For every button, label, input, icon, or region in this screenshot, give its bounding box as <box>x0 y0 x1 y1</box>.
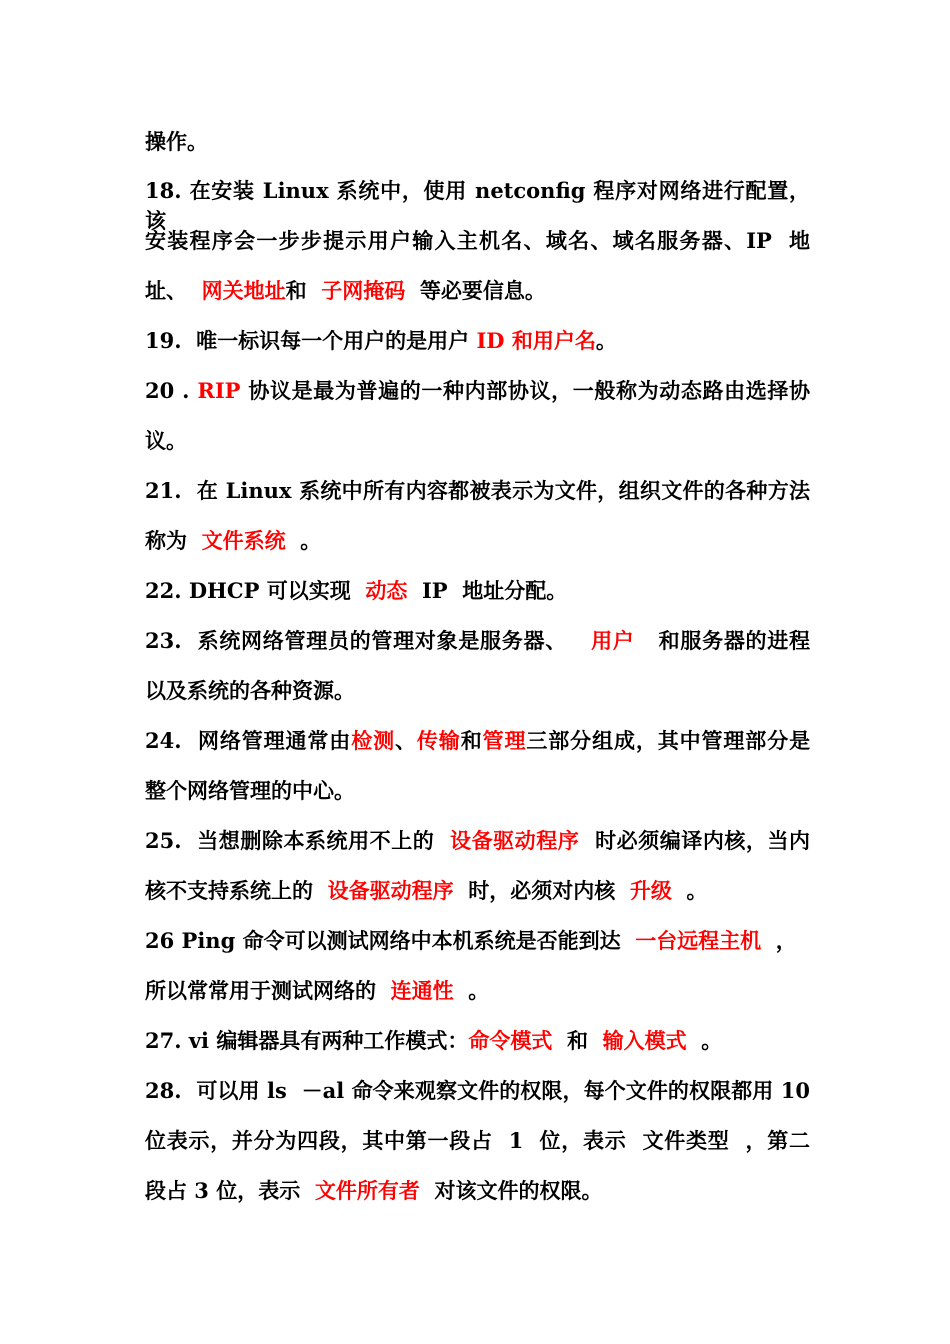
question-text: 23. 系统网络管理员的管理对象是服务器、 <box>145 628 592 653</box>
question-text: 和 <box>285 278 322 303</box>
text-line <box>145 526 810 556</box>
question-text: 19. 唯一标识每一个用户的是用户 <box>145 328 477 353</box>
answer-text: 动态 <box>365 578 408 603</box>
question-text: 所以常常用于测试网络的 <box>145 978 391 1003</box>
question-text: 址、 <box>145 278 202 303</box>
question-text: 和 <box>552 1028 603 1053</box>
text-line <box>145 226 810 256</box>
question-text: 24. 网络管理通常由 <box>145 728 352 753</box>
text-line <box>145 776 810 806</box>
answer-text: 输入模式 <box>602 1028 687 1053</box>
answer-text: 一台远程主机 <box>635 928 762 953</box>
answer-text: 管理 <box>482 728 527 753</box>
answer-text: 用户 <box>591 628 635 653</box>
answer-text: 连通性 <box>390 978 454 1003</box>
question-text: 。 <box>686 1028 723 1053</box>
question-text: 22. DHCP 可以实现 <box>145 578 366 603</box>
question-text: 。 <box>285 528 322 553</box>
question-text: 称为 <box>145 528 202 553</box>
text-line <box>145 276 810 306</box>
question-text: 对该文件的权限。 <box>419 1178 603 1203</box>
question-text: 和 <box>460 728 483 753</box>
answer-text: ID 和用户名 <box>476 328 596 353</box>
text-line <box>145 1126 810 1156</box>
question-text: 时，必须对内核 <box>453 878 630 903</box>
text-line <box>145 876 810 906</box>
question-text: 27. vi 编辑器具有两种工作模式： <box>145 1028 469 1053</box>
question-text: 和服务器的进程 <box>634 628 811 653</box>
text-line <box>145 176 810 233</box>
text-line <box>145 826 810 856</box>
text-line <box>145 926 810 956</box>
text-line <box>145 376 810 406</box>
text-line <box>145 576 810 606</box>
answer-text: RIP <box>197 378 241 403</box>
text-line <box>145 326 810 356</box>
text-line <box>145 1026 810 1056</box>
answer-text: 子网掩码 <box>321 278 406 303</box>
text-line <box>145 726 810 756</box>
question-text: 、 <box>394 728 417 753</box>
question-text: 。 <box>453 978 490 1003</box>
question-text: IP 地址分配。 <box>407 578 568 603</box>
answer-text: 升级 <box>629 878 672 903</box>
question-text: 协议是最为普遍的一种内部协议，一般称为动态路由选择协 <box>240 378 810 403</box>
question-text: 操作。 <box>145 129 208 154</box>
text-line <box>145 626 810 656</box>
question-text: 20 . <box>145 378 198 403</box>
question-text: 安装程序会一步步提示用户输入主机名、域名、域名服务器、IP 地 <box>145 228 810 253</box>
text-line <box>145 676 810 706</box>
question-text: 26 Ping 命令可以测试网络中本机系统是否能到达 <box>145 928 636 953</box>
question-text: 以及系统的各种资源。 <box>145 678 355 703</box>
text-line <box>145 1076 810 1106</box>
answer-text: 网关地址 <box>201 278 286 303</box>
question-text: 等必要信息。 <box>405 278 546 303</box>
question-text: 18. 在安装 Linux 系统中，使用 netconfig 程序对网络进行配置，该 <box>145 178 810 233</box>
answer-text: 设备驱动程序 <box>450 828 580 853</box>
text-line <box>145 127 810 157</box>
question-text: 核不支持系统上的 <box>145 878 328 903</box>
question-text: 21. 在 Linux 系统中所有内容都被表示为文件，组织文件的各种方法 <box>145 478 810 503</box>
answer-text: 传输 <box>416 728 461 753</box>
text-line <box>145 1176 810 1206</box>
question-text: 三部分组成，其中管理部分是 <box>526 728 811 753</box>
question-text: 议。 <box>145 428 187 453</box>
question-text: 位表示，并分为四段，其中第一段占 1 位，表示 文件类型 ，第二 <box>145 1128 810 1153</box>
question-text: 25. 当想删除本系统用不上的 <box>145 828 451 853</box>
question-text: ， <box>761 928 797 953</box>
question-text: 段占 3 位，表示 <box>145 1178 315 1203</box>
text-line <box>145 476 810 506</box>
question-text: 时必须编译内核，当内 <box>579 828 811 853</box>
answer-text: 文件所有者 <box>314 1178 420 1203</box>
answer-text: 文件系统 <box>201 528 286 553</box>
question-text: 。 <box>671 878 708 903</box>
text-line <box>145 426 810 456</box>
answer-text: 命令模式 <box>468 1028 553 1053</box>
text-line <box>145 976 810 1006</box>
question-text: 整个网络管理的中心。 <box>145 778 355 803</box>
answer-text: 设备驱动程序 <box>327 878 454 903</box>
answer-text: 检测 <box>351 728 395 753</box>
question-text: 。 <box>595 328 617 353</box>
question-text: 28. 可以用 ls －al 命令来观察文件的权限，每个文件的权限都用 10 <box>145 1078 810 1103</box>
